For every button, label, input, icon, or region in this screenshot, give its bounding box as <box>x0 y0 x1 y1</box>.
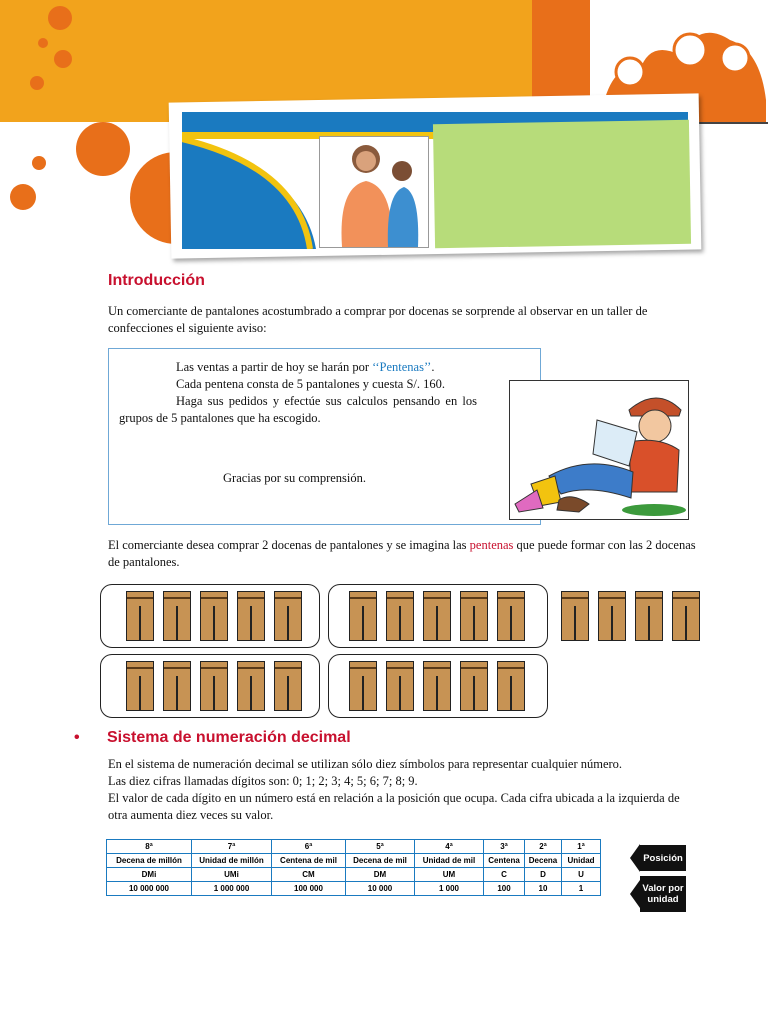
decimal-paragraph-1: En el sistema de numeración decimal se utilizan sólo diez símbolos para representar cualquier número. <box>108 757 623 771</box>
table-row-names <box>107 854 601 868</box>
pants-icon <box>423 661 451 711</box>
pants-icon <box>460 661 488 711</box>
table-cell: DMi <box>107 868 192 882</box>
pants-icon <box>126 591 154 641</box>
table-cell: Unidad de mil <box>415 854 484 868</box>
table-cell: D <box>525 868 562 882</box>
notice-line1 <box>176 359 476 376</box>
intro-heading: Introducción <box>108 272 205 289</box>
table-cell: 100 <box>484 882 525 896</box>
scenario-paragraph <box>108 537 698 571</box>
table-cell: 2ª <box>525 840 562 854</box>
table-cell: Centena de mil <box>272 854 346 868</box>
pants-icon <box>497 661 525 711</box>
decor-circle <box>54 50 72 68</box>
table-cell: DM <box>346 868 415 882</box>
pants-icon <box>274 661 302 711</box>
decor-circle <box>32 156 46 170</box>
decor-circle <box>30 76 44 90</box>
bullet: • <box>74 729 80 746</box>
boy-reading-illustration <box>509 380 689 520</box>
table-cell: Centena <box>484 854 525 868</box>
pants-icon <box>423 591 451 641</box>
children-photo <box>319 136 429 248</box>
value-arrow-label: Valor por unidad <box>640 876 686 912</box>
table-cell: Decena <box>525 854 562 868</box>
header-band-accent <box>532 0 590 104</box>
pants-row-extra <box>561 591 700 641</box>
position-table-wrap <box>106 839 634 896</box>
pants-icon <box>237 661 265 711</box>
table-cell: 10 000 <box>346 882 415 896</box>
table-row-positions <box>107 840 601 854</box>
table-cell: UMi <box>192 868 272 882</box>
decor-circle <box>48 6 72 30</box>
table-cell: Decena de millón <box>107 854 192 868</box>
scenario-text: El comerciante desea comprar 2 docenas de pantalones y se imagina las <box>108 538 470 552</box>
position-arrow-label: Posición <box>640 845 686 871</box>
table-cell: 7ª <box>192 840 272 854</box>
pants-row <box>349 591 525 641</box>
decimal-paragraph-2: Las diez cifras llamadas dígitos son: 0; 1; 2; 3; 4; 5; 6; 7; 8; 9. <box>108 774 418 788</box>
table-cell: Decena de mil <box>346 854 415 868</box>
table-cell: 1 000 000 <box>192 882 272 896</box>
notice-line2: Cada pentena consta de 5 pantalones y cuesta S/. 160. <box>176 377 446 391</box>
notice-line1-text: Las ventas a partir de hoy se harán por <box>176 360 373 374</box>
table-cell: 100 000 <box>272 882 346 896</box>
table-cell: Unidad de millón <box>192 854 272 868</box>
notice-line3: Haga sus pedidos y efectúe sus calculos pensando en los grupos de 5 pantalones que ha escogido. <box>119 394 477 425</box>
pants-icon <box>635 591 663 641</box>
table-cell: 6ª <box>272 840 346 854</box>
pants-row <box>349 661 525 711</box>
pants-icon <box>163 591 191 641</box>
notice-box <box>108 348 541 525</box>
position-table <box>106 839 601 896</box>
pants-icon <box>237 591 265 641</box>
scenario-text-end: que puede formar con las 2 docenas de pantalones. <box>108 538 696 569</box>
table-row-abbr <box>107 868 601 882</box>
notice-pentenas: ‘‘Pentenas’’ <box>372 360 432 374</box>
decor-circle <box>10 184 36 210</box>
pants-row <box>126 591 302 641</box>
decor-circle <box>38 38 48 48</box>
table-cell: 8ª <box>107 840 192 854</box>
table-cell: 10 <box>525 882 562 896</box>
notice-line1-end: . <box>431 360 435 374</box>
table-cell: 10 000 000 <box>107 882 192 896</box>
pants-icon <box>163 661 191 711</box>
pants-icon <box>126 661 154 711</box>
table-cell: Unidad <box>562 854 601 868</box>
hero-green-panel <box>433 120 691 248</box>
table-cell: 5ª <box>346 840 415 854</box>
decimal-system-heading: Sistema de numeración decimal <box>107 729 351 746</box>
pants-icon <box>200 591 228 641</box>
pants-icon <box>386 661 414 711</box>
pants-icon <box>460 591 488 641</box>
table-cell: 4ª <box>415 840 484 854</box>
pants-icon <box>386 591 414 641</box>
pants-icon <box>598 591 626 641</box>
notice-thanks: Gracias por su comprensión. <box>223 471 367 485</box>
table-cell: 1 <box>562 882 601 896</box>
pants-row <box>126 661 302 711</box>
pants-icon <box>349 591 377 641</box>
pants-icon <box>349 661 377 711</box>
intro-paragraph: Un comerciante de pantalones acostumbrado a comprar por docenas se sorprende al observar en un taller de confecciones el siguiente aviso: <box>108 304 648 335</box>
decimal-paragraph-3: El valor de cada dígito en un número está en relación a la posición que ocupa. Cada cifra ubicada a la izquierda de otra aumenta diez veces su valor. <box>108 791 680 822</box>
decor-circle <box>76 122 130 176</box>
hero-blue-arc <box>182 139 322 249</box>
table-cell: 1ª <box>562 840 601 854</box>
scenario-pentenas: pentenas <box>469 538 514 552</box>
table-cell: 3ª <box>484 840 525 854</box>
pants-icon <box>497 591 525 641</box>
pants-icon <box>200 661 228 711</box>
table-row-values <box>107 882 601 896</box>
pants-icon <box>561 591 589 641</box>
pants-icon <box>672 591 700 641</box>
table-cell: U <box>562 868 601 882</box>
table-cell: CM <box>272 868 346 882</box>
pants-icon <box>274 591 302 641</box>
table-cell: 1 000 <box>415 882 484 896</box>
table-cell: UM <box>415 868 484 882</box>
table-cell: C <box>484 868 525 882</box>
